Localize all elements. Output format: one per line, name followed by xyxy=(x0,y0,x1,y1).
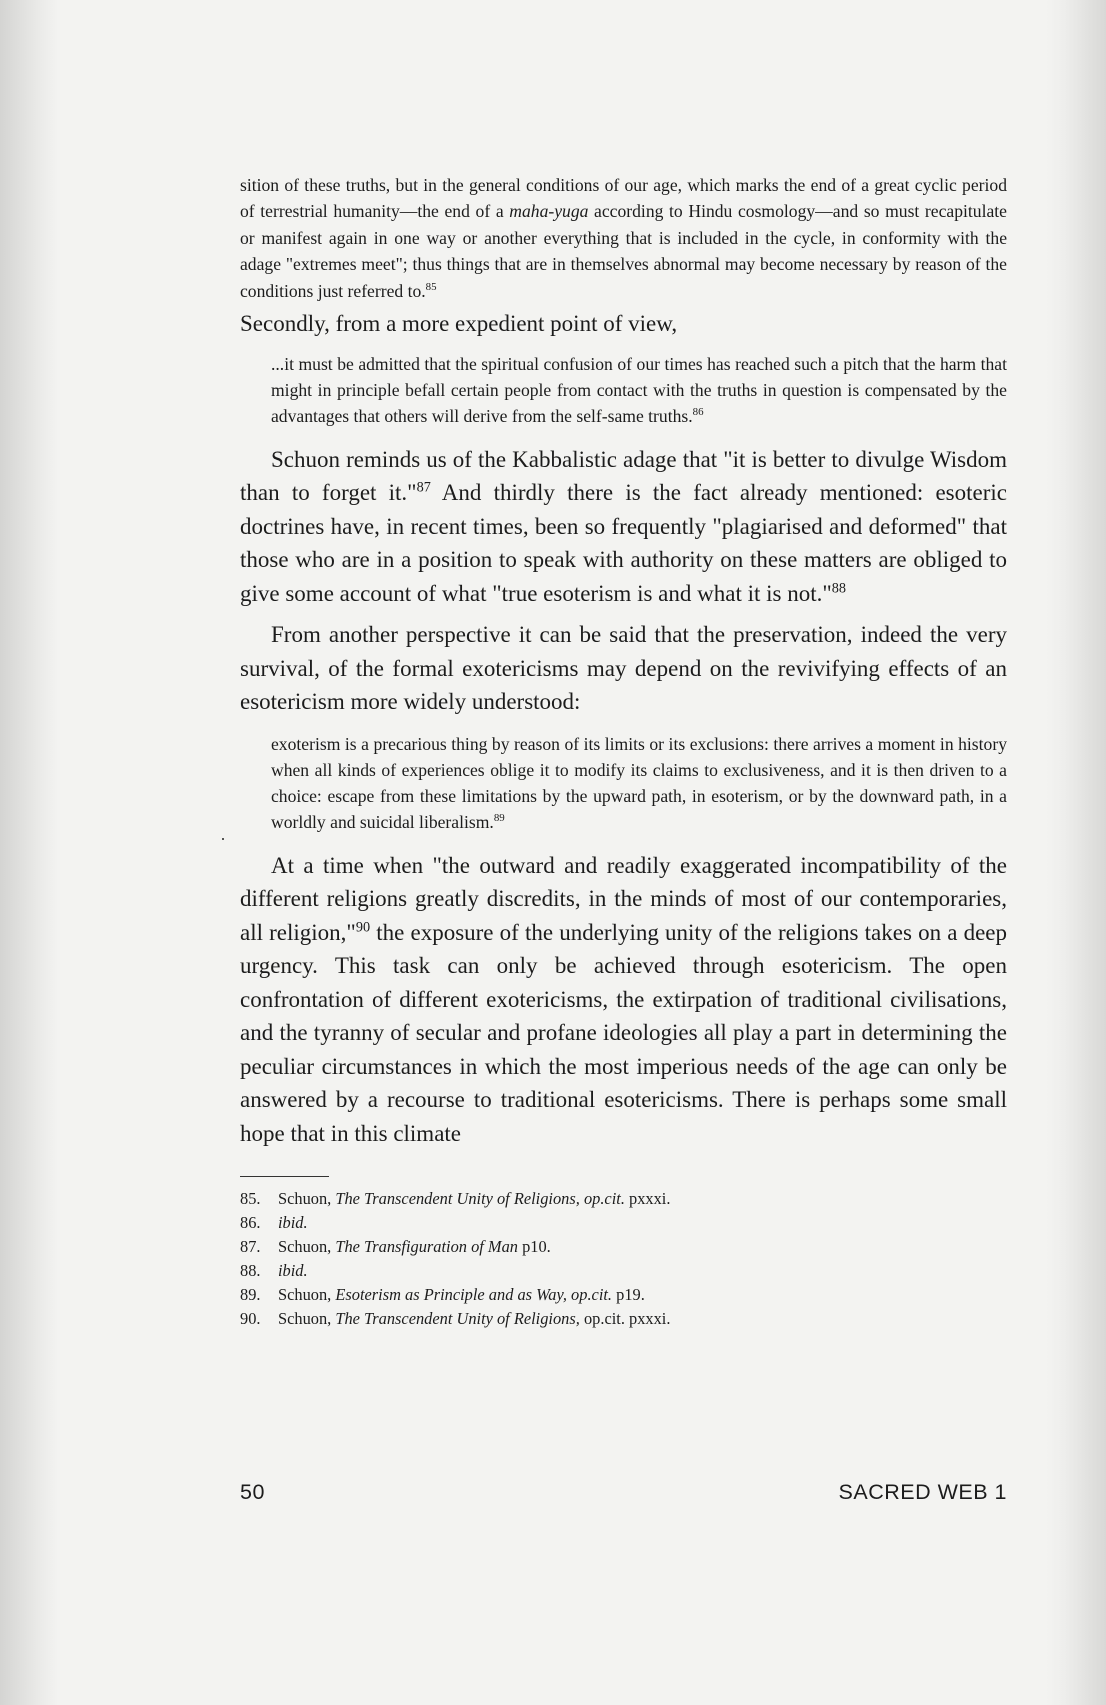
paragraph-text: the exposure of the underlying unity of the religions takes on a deep urgency. This task can only be achieved through esotericism. The open confrontation of different exotericisms, the extirpation of traditional civilisations, and the tyranny of secular and profane ideologies all play a part in determining the peculiar circumstances in which the most imperious needs of the age can only be answered by a recourse to traditional esotericisms. There is perhaps some small hope that in this climate xyxy=(240,919,1007,1146)
footnote-page: p10. xyxy=(517,1237,551,1257)
paragraph-text: Schuon reminds us of the Kabbalistic adage that "it is better to divulge Wisdom than to forget it." xyxy=(240,446,1007,506)
quote-text: sition of these truths, but in the general conditions of our age, which marks the end of a great cyclic period of terrestrial humanity—the end of a xyxy=(240,175,1007,222)
footnote-ref[interactable]: 87 xyxy=(416,479,431,496)
paragraph-another-perspective: From another perspective it can be said that the preservation, indeed the very survival, of the formal exotericisms may depend on the revivifying effects of an esotericism more widely understood: xyxy=(240,622,1007,715)
footnote-number: 87. xyxy=(240,1237,261,1257)
footnote-title: The Transcendent Unity of Religions, xyxy=(335,1309,580,1329)
footnote-ref[interactable]: 88 xyxy=(831,579,846,596)
footnote-ref[interactable]: 85 xyxy=(425,280,437,293)
right-edge-shadow xyxy=(1046,0,1106,1705)
quote-text: ...it must be admitted that the spiritual confusion of our times has reached such a pitch that the harm that might in principle befall certain people from contact with the truths in question is compensated by the advantages that others will derive from the self-same truths. xyxy=(271,353,1007,426)
block-quote-86 xyxy=(271,351,1007,429)
footnote-divider xyxy=(240,1176,329,1177)
footnote-title: The Transcendent Unity of Religions, op.cit. xyxy=(335,1189,625,1209)
footnote-number: 85. xyxy=(240,1189,261,1209)
footnote-90 xyxy=(240,1307,1007,1331)
footnote-author: Schuon, xyxy=(278,1309,336,1329)
footnote-author: Schuon, xyxy=(278,1189,336,1209)
footnote-number: 90. xyxy=(240,1309,261,1329)
footnote-page: op.cit. pxxxi. xyxy=(579,1309,671,1329)
footnote-title: Esoterism as Principle and as Way, op.cit. xyxy=(335,1285,613,1305)
paragraph-at-a-time xyxy=(240,849,1007,1151)
margin-speck xyxy=(222,838,224,840)
footnote-86 xyxy=(240,1211,1007,1235)
footnote-85 xyxy=(240,1187,1007,1211)
quote-text: exoterism is a precarious thing by reason of its limits or its exclusions: there arrives a moment in history when all kinds of experiences oblige it to modify its claims to exclusiveness, and it is then driven to a choice: escape from these limitations by the upward path, in esoterism, or by the downward path, in a worldly and suicidal liberalism. xyxy=(271,733,1007,832)
footnote-89 xyxy=(240,1283,1007,1307)
page-body xyxy=(240,172,1007,1331)
footnote-number: 89. xyxy=(240,1285,261,1305)
footnote-number: 88. xyxy=(240,1261,261,1281)
block-quote-89 xyxy=(271,731,1007,835)
paragraph-text: At a time when "the outward and readily exaggerated incompatibility of the different religions greatly discredits, in the minds of most of our contemporaries, all religion," xyxy=(240,852,1007,945)
quote-text: according to Hindu cosmology—and so must recapitulate or manifest again in one way or another everything that is included in the cycle, in conformity with the adage "extremes meet"; thus things that are in themselves abnormal may become necessary by reason of the conditions just referred to. xyxy=(240,201,1007,301)
footnote-88 xyxy=(240,1259,1007,1283)
footnote-ref[interactable]: 90 xyxy=(355,918,371,935)
paragraph-schuon-reminds xyxy=(240,443,1007,611)
footnote-87 xyxy=(240,1235,1007,1259)
footnote-author: Schuon, xyxy=(278,1237,336,1257)
left-binding-shadow xyxy=(0,0,58,1705)
footnote-ref[interactable]: 86 xyxy=(692,405,704,418)
footnote-number: 86. xyxy=(240,1213,261,1233)
page-number: 50 xyxy=(240,1480,265,1504)
footnote-page: p19. xyxy=(612,1285,645,1305)
italic-term: maha-yuga xyxy=(509,201,589,222)
footnote-page: pxxxi. xyxy=(624,1189,671,1209)
page-footer xyxy=(240,1480,1007,1505)
paragraph-text: And thirdly there is the fact already mentioned: esoteric doctrines have, in recent times, been so frequently "plagiarised and deformed" that those who are in a position to speak with authority on these matters are obliged to give some account of what "true esoterism is and what it is not." xyxy=(240,480,1007,606)
footnote-title: ibid. xyxy=(278,1213,308,1233)
footnote-title: The Transfiguration of Man xyxy=(335,1237,518,1257)
running-title: SACRED WEB 1 xyxy=(838,1480,1007,1504)
block-quote-85 xyxy=(240,172,1007,304)
footnote-author: Schuon, xyxy=(278,1285,336,1305)
footnote-title: ibid. xyxy=(278,1261,308,1281)
footnotes xyxy=(240,1187,1007,1331)
footnote-ref[interactable]: 89 xyxy=(493,811,505,824)
lead-in-secondly: Secondly, from a more expedient point of view, xyxy=(240,311,678,337)
